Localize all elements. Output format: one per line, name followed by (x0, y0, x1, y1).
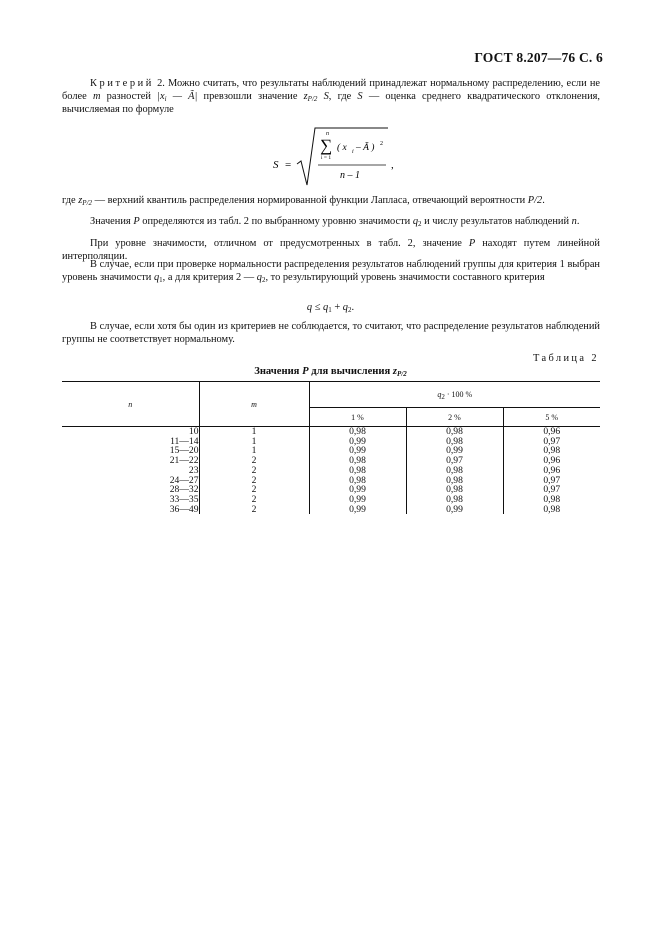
formula-comma: , (391, 159, 394, 171)
where-paragraph: где $z_{P/2}$ — верхний квантиль распределения нормированной функции Лапласа, отвечающий вероятности P/2. (62, 195, 545, 207)
formula-denominator: n – 1 (340, 170, 360, 181)
values-paragraph: Значения P определяются из табл. 2 по выбранному уровню значимости $q_2$ и числу результатов наблюдений n. (90, 216, 580, 228)
table-row: 23 2 0,98 0,98 0,96 (62, 466, 600, 476)
table-2 (62, 381, 600, 514)
table-row: 36—49 2 0,99 0,99 0,98 (62, 505, 600, 515)
formula-q: $q \le q_1 + q_2$. (306, 302, 355, 314)
header-1pct: 1 % (309, 408, 406, 427)
header-m: m (199, 382, 309, 427)
header-2pct: 2 % (406, 408, 503, 427)
criterion-2-paragraph: Критерий 2. Можно считать, что результаты наблюдений принадлежат нормальному распределению, если не более m разностей $|x_i$ — Ã| превзошли значение $z_{P/2}$ S, где S — оценка среднего квадратического отклонения, вычисляемая по формуле (62, 78, 601, 115)
composite-paragraph: В случае, если при проверке нормальности распределения результатов наблюдений группы для критерия 1 выбран уровень значимости $q_1$, а для критерия 2 — $q_2$, то результирующий уровень значимости составного критерия (62, 259, 600, 284)
formula-s-lhs: S (273, 159, 279, 171)
table-row: 11—14 1 0,99 0,98 0,97 (62, 437, 600, 447)
header-5pct: 5 % (503, 408, 600, 427)
fail-paragraph: В случае, если хотя бы один из критериев не соблюдается, то считают, что распределение результатов наблюдений группы не соответствует нормальному. (62, 321, 600, 345)
table-row: 28—32 2 0,99 0,98 0,97 (62, 485, 600, 495)
table-row: 15—20 1 0,99 0,99 0,98 (62, 446, 600, 456)
table-caption: Таблица 2 (532, 353, 599, 364)
table-row: 21—22 2 0,98 0,97 0,96 (62, 456, 600, 466)
table-row: 33—35 2 0,99 0,98 0,98 (62, 495, 600, 505)
page-header: ГОСТ 8.207—76 С. 6 (474, 50, 603, 65)
sigma-symbol: ∑ (320, 136, 333, 155)
table-title: Значения P для вычисления $z_{P/2}$ (254, 366, 407, 378)
criterion-label: Критерий (90, 78, 154, 89)
sum-bottom: i = 1 (321, 155, 332, 161)
numerator-tail: – Ã ) (356, 143, 375, 153)
sum-top: n (326, 131, 329, 137)
header-n: n (62, 382, 199, 427)
table-row: 10 1 0,98 0,98 0,96 (62, 427, 600, 437)
header-q: $q_2 \cdot 100$ % (309, 382, 600, 408)
formula-s (270, 125, 430, 191)
formula-s-eq: = (285, 159, 292, 171)
numerator-sub: i (352, 149, 354, 155)
formula-numerator: ( x (337, 143, 347, 153)
numerator-sup: 2 (380, 141, 383, 147)
table-row: 24—27 2 0,98 0,98 0,97 (62, 476, 600, 486)
interpolation-paragraph: При уровне значимости, отличном от предусмотренных в табл. 2, значение P находят путем линейной интерполяции. (62, 238, 600, 262)
